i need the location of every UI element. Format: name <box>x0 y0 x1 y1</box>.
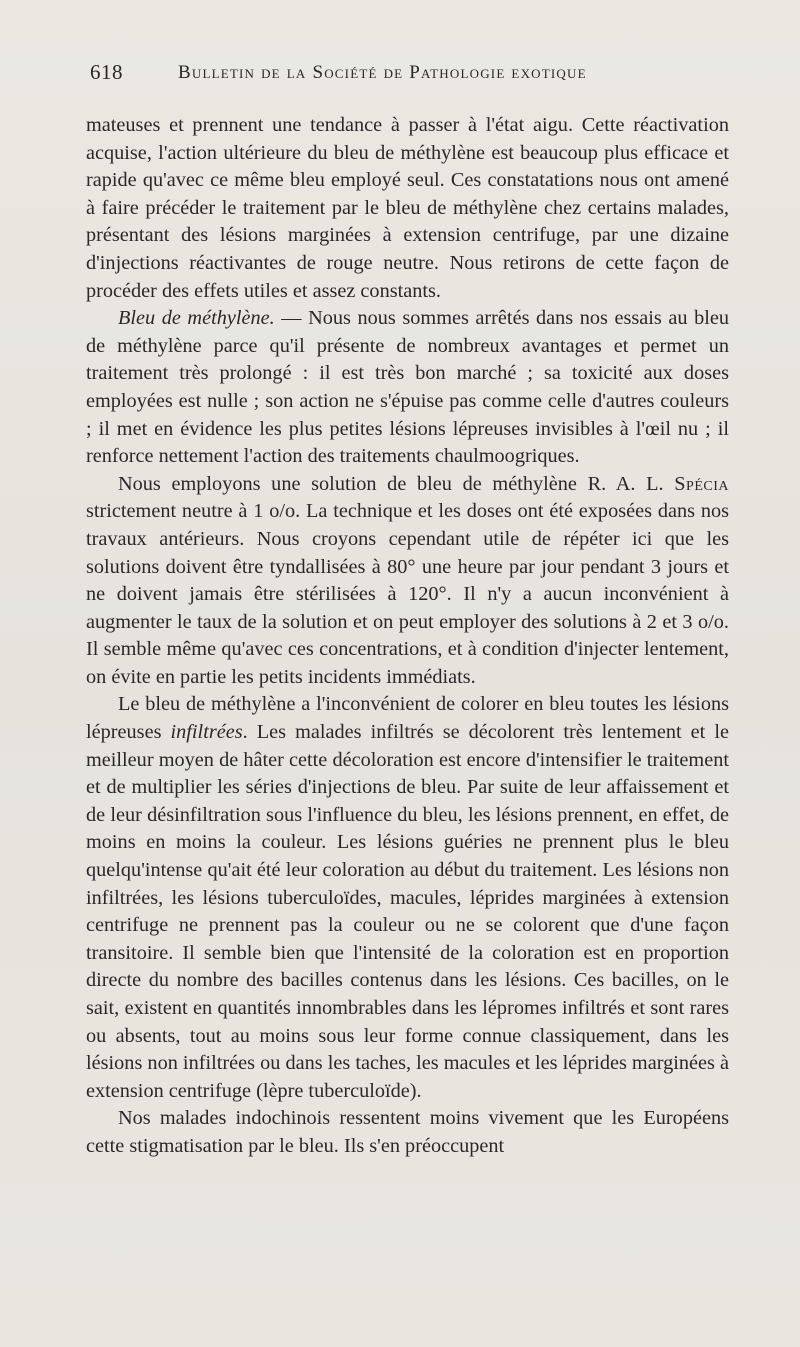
running-title: Bulletin de la Société de Pathologie exotique <box>178 62 587 83</box>
paragraph-3 <box>86 471 729 692</box>
paragraph-1: mateuses et prennent une tendance à passer à l'état aigu. Cette réactivation acquise, l'action ultérieure du bleu de méthylène est beaucoup plus efficace et rapide qu'avec ce même bleu employé seul. Ces constatations nous ont amené à faire précéder le traitement par le bleu de méthylène chez certains malades, présentant des lésions marginées à extension centrifuge, par une dizaine d'injections réactivantes de rouge neutre. Nous retirons de cette façon de procéder des effets utiles et assez constants. <box>86 114 729 302</box>
paragraph-4 <box>86 691 729 1105</box>
body-text <box>86 112 729 1161</box>
section-title-bleu-de-methylene: Bleu de méthylène. <box>118 307 275 330</box>
paragraph-4-text-a: Le bleu de méthylène a l'inconvénient de colorer en bleu toutes les lésions lépreuses <box>86 693 729 744</box>
paragraph-5: Nos malades indochinois ressentent moins vivement que les Européens cette stigmatisation par le bleu. Ils s'en préoccupent <box>86 1107 729 1157</box>
paragraph-3-text-b: strictement neutre à 1 o/o. La technique et les doses ont été exposées dans nos travaux antérieurs. Nous croyons cependant utile de répéter ici que les solutions doivent être tyndallisées à 80° une heure par jour pendant 3 jours et ne doivent jamais être stérilisées à 120°. Il n'y a aucun inconvénient à augmenter le taux de la solution et on peut employer des solutions à 2 et 3 o/o. Il semble même qu'avec ces concentrations, et à condition d'injecter lentement, on évite en partie les petits incidents immédiats. <box>86 500 729 688</box>
brand-name: Spécia <box>674 472 729 495</box>
page-header <box>90 60 730 100</box>
paragraph-3-text-a: Nous employons une solution de bleu de méthylène R. A. L. <box>118 472 675 495</box>
emphasis-infiltrees: infiltrées <box>170 721 243 744</box>
paragraph-2-text: — Nous nous sommes arrêtés dans nos essais au bleu de méthylène parce qu'il présente de nombreux avantages et permet un traitement très prolongé : il est très bon marché ; sa toxicité aux doses employées est nulle ; son action ne s'épuise pas comme celle d'autres couleurs ; il met en évidence les plus petites lésions lépreuses invisibles à l'œil nu ; il renforce nettement l'action des traitements chaulmoogriques. <box>86 307 729 468</box>
page-number: 618 <box>90 60 123 84</box>
paragraph-4-text-b: . Les malades infiltrés se décolorent très lentement et le meilleur moyen de hâter cette décoloration est encore d'intensifier le traitement et de multiplier les séries d'injections de bleu. Par suite de leur affaissement et de leur désinfiltration sous l'influence du bleu, les lésions prennent, en effet, de moins en moins la couleur. Les lésions guéries ne prennent plus le bleu quelqu'intense qu'ait été leur coloration au début du traitement. Les lésions non infiltrées, les lésions tuberculoïdes, macules, léprides marginées à extension centrifuge ne prennent pas la couleur ou ne se colorent que d'une façon transitoire. Il semble bien que l'intensité de la coloration est en proportion directe du nombre des bacilles contenus dans les lésions. Ces bacilles, on le sait, existent en quantités innombrables dans les lépromes infiltrés et sont rares ou absents, tout au moins sous leur forme connue classiquement, dans les lésions non infiltrées ou dans les taches, les macules et les léprides marginées à extension centrifuge (lèpre tuberculoïde). <box>86 721 729 1102</box>
paragraph-2 <box>86 305 729 471</box>
